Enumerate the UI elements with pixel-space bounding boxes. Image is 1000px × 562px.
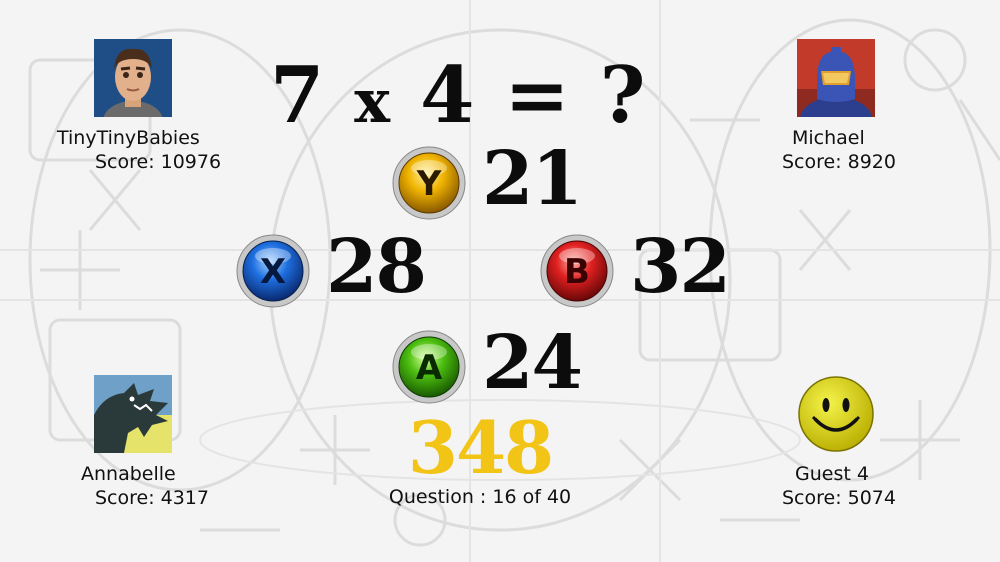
answer-y-value: 21 — [482, 136, 581, 222]
boy-avatar-icon — [94, 39, 172, 117]
score-label: Score: — [782, 487, 842, 509]
player-avatar — [94, 375, 172, 453]
x-button-icon — [236, 234, 310, 308]
player-score — [95, 487, 209, 509]
answer-x-value: 28 — [326, 224, 425, 310]
operator: x — [354, 67, 393, 137]
score-value: 10976 — [160, 151, 222, 173]
dragon-avatar-icon — [94, 375, 172, 453]
y-button-icon — [392, 146, 466, 220]
answer-b-value: 32 — [630, 224, 729, 310]
answer-x-button[interactable] — [236, 234, 310, 308]
question-progress: Question : 16 of 40 — [388, 486, 572, 508]
answer-a-value: 24 — [482, 320, 581, 406]
player-avatar — [797, 39, 875, 117]
player-score — [782, 151, 896, 173]
player-name: Guest 4 — [795, 463, 869, 485]
score-value: 4317 — [160, 487, 209, 509]
button-letter: A — [415, 348, 443, 388]
score-value: 5074 — [847, 487, 896, 509]
button-letter: Y — [416, 164, 442, 204]
answer-y-button[interactable] — [392, 146, 466, 220]
unknown-mark: ? — [599, 50, 648, 141]
score-label: Score: — [95, 151, 155, 173]
spartan-avatar-icon — [797, 39, 875, 117]
equals-sign: = — [504, 50, 572, 141]
player-name: Michael — [792, 127, 865, 149]
player-avatar — [797, 375, 875, 453]
operand-b: 4 — [420, 50, 477, 141]
score-label: Score: — [95, 487, 155, 509]
player-avatar — [94, 39, 172, 117]
countdown-points: 348 — [407, 405, 553, 490]
button-letter: B — [564, 252, 590, 292]
player-name: TinyTinyBabies — [57, 127, 200, 149]
answer-a-button[interactable] — [392, 330, 466, 404]
player-name: Annabelle — [81, 463, 176, 485]
answer-b-button[interactable] — [540, 234, 614, 308]
player-score — [95, 151, 221, 173]
smiley-avatar-icon — [797, 375, 875, 453]
player-score — [782, 487, 896, 509]
b-button-icon — [540, 234, 614, 308]
button-letter: X — [259, 252, 287, 292]
a-button-icon — [392, 330, 466, 404]
score-value: 8920 — [847, 151, 896, 173]
math-question — [270, 50, 648, 141]
score-label: Score: — [782, 151, 842, 173]
operand-a: 7 — [270, 50, 327, 141]
